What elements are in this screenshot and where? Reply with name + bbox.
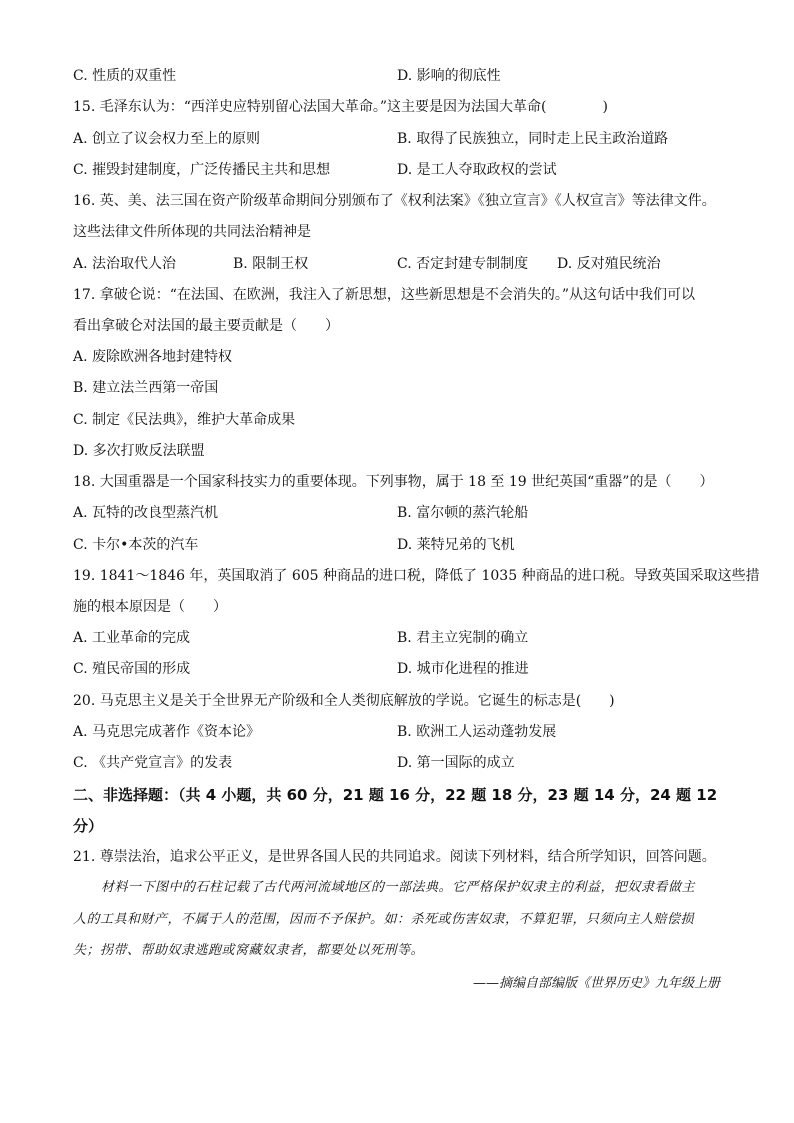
q21-stem: 21. 尊崇法治，追求公平正义，是世界各国人民的共同追求。阅读下列材料，结合所学知识，回答问题。 bbox=[73, 849, 716, 865]
q18-option-d: D. 莱特兄弟的飞机 bbox=[397, 537, 515, 553]
q15-option-c: C. 摧毁封建制度，广泛传播民主共和思想 bbox=[73, 162, 331, 178]
q16-option-b: B. 限制王权 bbox=[233, 256, 309, 272]
q16-option-a: A. 法治取代人治 bbox=[73, 256, 177, 272]
q14-option-d: D. 影响的彻底性 bbox=[397, 68, 501, 84]
q17-option-b: B. 建立法兰西第一帝国 bbox=[73, 380, 219, 396]
q19-option-b: B. 君主立宪制的确立 bbox=[397, 630, 529, 646]
q20-option-c: C. 《共产党宣言》的发表 bbox=[73, 755, 233, 771]
q19-stem-line2: 施的根本原因是（ ） bbox=[73, 599, 227, 615]
q18-option-a: A. 瓦特的改良型蒸汽机 bbox=[73, 505, 219, 521]
q15-option-d: D. 是工人夺取政权的尝试 bbox=[397, 162, 557, 178]
q20-option-a: A. 马克思完成著作《资本论》 bbox=[73, 724, 261, 740]
q19-option-a: A. 工业革命的完成 bbox=[73, 630, 191, 646]
q17-option-c: C. 制定《民法典》，维护大革命成果 bbox=[73, 412, 296, 428]
q18-option-b: B. 富尔顿的蒸汽轮船 bbox=[397, 505, 529, 521]
q17-option-d: D. 多次打败反法联盟 bbox=[73, 443, 205, 459]
q21-material-line3: 失；拐带、帮助奴隶逃跑或窝藏奴隶者，都要处以死刑等。 bbox=[73, 943, 425, 958]
q19-stem-line1: 19. 1841～1846 年，英国取消了 605 种商品的进口税，降低了 1035 种商品的进口税。导致英国采取这些措 bbox=[73, 568, 760, 584]
section-heading-line1: 二、非选择题：（共 4 小题，共 60 分，21 题 16 分，22 题 18 分，23 题 14 分，24 题 12 bbox=[73, 786, 718, 804]
q14-option-c: C. 性质的双重性 bbox=[73, 68, 177, 84]
q17-option-a: A. 废除欧洲各地封建特权 bbox=[73, 349, 233, 365]
q19-option-c: C. 殖民帝国的形成 bbox=[73, 661, 191, 677]
section-heading-line2: 分） bbox=[73, 817, 104, 835]
q16-stem-line2: 这些法律文件所体现的共同法治精神是 bbox=[73, 224, 311, 240]
q18-stem: 18. 大国重器是一个国家科技实力的重要体现。下列事物，属于 18 至 19 世纪英国“重器”的是（ ） bbox=[73, 474, 714, 490]
q16-option-c: C. 否定封建专制制度 bbox=[397, 256, 529, 272]
q18-option-c: C. 卡尔•本茨的汽车 bbox=[73, 537, 199, 553]
q19-option-d: D. 城市化进程的推进 bbox=[397, 661, 529, 677]
q16-option-d: D. 反对殖民统治 bbox=[557, 256, 661, 272]
q21-material-line2: 人的工具和财产，不属于人的范围，因而不予保护。如：杀死或伤害奴隶，不算犯罪，只须向主人赔偿损 bbox=[73, 912, 695, 927]
q15-stem: 15. 毛泽东认为：“西洋史应特别留心法国大革命。”这主要是因为法国大革命( ) bbox=[73, 99, 608, 115]
q20-stem: 20. 马克思主义是关于全世界无产阶级和全人类彻底解放的学说。它诞生的标志是( ) bbox=[73, 693, 615, 709]
q21-source-citation: ——摘编自部编版《世界历史》九年级上册 bbox=[472, 976, 720, 991]
q16-stem-line1: 16. 英、美、法三国在资产阶级革命期间分别颁布了《权利法案》《独立宣言》《人权宣言》等法律文件。 bbox=[73, 193, 716, 209]
q17-stem-line2: 看出拿破仑对法国的最主要贡献是（ ） bbox=[73, 318, 339, 334]
q20-option-b: B. 欧洲工人运动蓬勃发展 bbox=[397, 724, 557, 740]
q17-stem-line1: 17. 拿破仑说：“在法国、在欧洲，我注入了新思想，这些新思想是不会消失的。”从这句话中我们可以 bbox=[73, 287, 696, 303]
q21-material-line1: 材料一下图中的石柱记载了古代两河流域地区的一部法典。它严格保护奴隶主的利益，把奴隶看做主 bbox=[101, 880, 696, 895]
q15-option-a: A. 创立了议会权力至上的原则 bbox=[73, 131, 261, 147]
q20-option-d: D. 第一国际的成立 bbox=[397, 755, 515, 771]
q15-option-b: B. 取得了民族独立，同时走上民主政治道路 bbox=[397, 131, 669, 147]
